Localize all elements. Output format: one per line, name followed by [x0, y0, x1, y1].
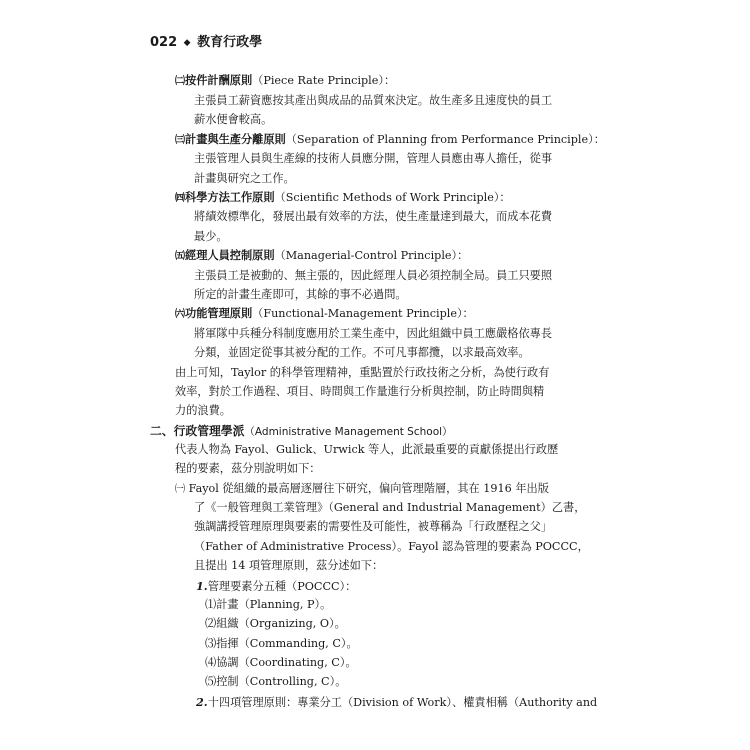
element-item: ⑸控制（Controlling, C）。: [205, 675, 347, 688]
body-line: 主張員工是被動的、無主張的，因此經理人員必須控制全局。員工只要照: [194, 269, 553, 282]
element-item: ⑵組織（Organizing, O）。: [205, 617, 346, 630]
summary-line: 效率，對於工作過程、項目、時間與工作量進行分析與控制，防止時間與精: [175, 385, 545, 398]
body-line: 將績效標準化，發展出最有效率的方法，使生產量達到最大，而成本花費: [194, 210, 553, 223]
body-line: 薪水便會較高。: [194, 113, 273, 126]
sub-item-line: 了《一般管理與工業管理》（General and Industrial Management）乙書，: [194, 501, 586, 514]
item-heading: ㈣科學方法工作原則（Scientific Methods of Work Principle）：: [175, 191, 511, 204]
body-line: 分類，並固定從事其被分配的工作。不可凡事都攬，以求最高效率。: [194, 346, 530, 359]
body-line: 主張員工薪資應按其產出與成品的品質來決定。故生產多且速度快的員工: [194, 94, 553, 107]
body-line: 計畫與研究之工作。: [194, 172, 295, 185]
numbered-point: 2.十四項管理原則：專業分工（Division of Work）、權責相稱（Authority and: [196, 695, 598, 709]
numbered-point: 1.管理要素分五種（POCCC）：: [196, 579, 357, 593]
element-item: ⑷協調（Coordinating, C）。: [205, 656, 357, 669]
summary-line: 由上可知，Taylor 的科學管理精神，重點置於行政技術之分析，為使行政有: [175, 366, 550, 379]
sub-item-line: 強調講授管理原理與要素的需要性及可能性，被尊稱為「行政歷程之父」: [194, 520, 553, 533]
sub-item-line: 且提出 14 項管理原則，茲分述如下：: [194, 559, 384, 572]
book-title: 教育行政學: [197, 35, 263, 50]
body-line: 主張管理人員與生產線的技術人員應分開，管理人員應由專人擔任，從事: [194, 152, 553, 165]
item-heading: ㈥功能管理原則（Functional-Management Principle）：: [175, 307, 474, 320]
section-heading: 二、行政管理學派（Administrative Management School）: [150, 424, 453, 438]
intro-line: 程的要素，茲分別說明如下：: [175, 462, 321, 475]
body-line: 將軍隊中兵種分科制度應用於工業生產中，因此組織中員工應嚴格依專長: [194, 327, 553, 340]
body-line: 所定的計畫生產即可，其餘的事不必過問。: [194, 288, 407, 301]
sub-item-line: （Father of Administrative Process）。Fayol 認為管理的要素為 POCCC，: [194, 540, 589, 553]
body-line: 最少。: [194, 230, 228, 243]
summary-line: 力的浪費。: [175, 404, 231, 417]
diamond-icon: ◆: [183, 38, 191, 48]
element-item: ⑶指揮（Commanding, C）。: [205, 637, 358, 650]
item-heading: ㈤經理人員控制原則（Managerial-Control Principle）：: [175, 249, 469, 262]
intro-line: 代表人物為 Fayol、Gulick、Urwick 等人，此派最重要的貢獻係提出行政歷: [175, 443, 559, 456]
item-heading: ㈡按件計酬原則（Piece Rate Principle）：: [175, 74, 396, 87]
item-heading: ㈢計畫與生產分離原則（Separation of Planning from Performance Principle）：: [175, 133, 605, 146]
sub-item-first-line: ㈠ Fayol 從組織的最高層逐層往下研究，偏向管理階層，其在 1916 年出版: [175, 482, 549, 495]
element-item: ⑴計畫（Planning, P）。: [205, 598, 332, 611]
page-number: 022: [150, 35, 178, 50]
